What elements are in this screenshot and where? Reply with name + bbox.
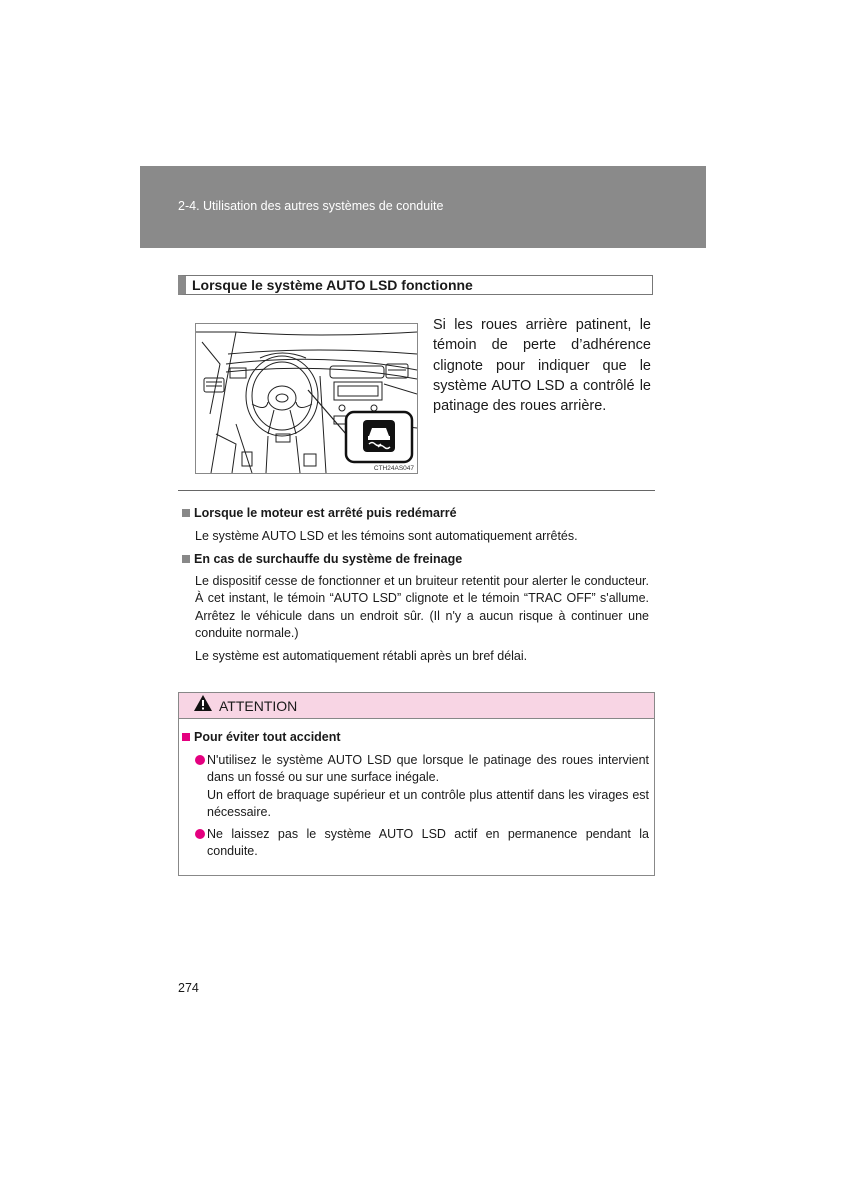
note-title: En cas de surchauffe du système de freinage bbox=[194, 552, 463, 566]
warning-triangle-icon bbox=[193, 694, 213, 717]
square-bullet-icon bbox=[182, 509, 190, 517]
page-number: 274 bbox=[178, 981, 199, 995]
bullet-line: Un effort de braquage supérieur et un contrôle plus attentif dans les virages est nécessaire. bbox=[207, 787, 649, 820]
note-paragraph: Le dispositif cesse de fonctionner et un bruiteur retentit pour alerter le conducteur. À cet instant, le témoin “AUTO LSD” clignote et le témoin “TRAC OFF” s'allume. Arrêtez le véhicule dans un endroit sûr. (Il n'y a aucun risque à continuer une conduite normale.) bbox=[195, 574, 649, 641]
square-bullet-icon bbox=[182, 733, 190, 741]
warning-bullet bbox=[195, 752, 649, 822]
note-paragraph: Le système est automatiquement rétabli après un bref délai. bbox=[195, 649, 528, 663]
warning-subtitle: Pour éviter tout accident bbox=[194, 730, 341, 744]
bullet-line: N'utilisez le système AUTO LSD que lorsque le patinage des roues intervient dans un fossé ou sur une surface inégale. bbox=[207, 753, 649, 785]
square-bullet-icon bbox=[182, 555, 190, 563]
warning-subheading bbox=[182, 730, 341, 744]
note-title: Lorsque le moteur est arrêté puis redémarré bbox=[194, 506, 457, 520]
bullet-dot-icon bbox=[195, 829, 205, 839]
warning-bullet bbox=[195, 826, 649, 861]
section-title: Lorsque le système AUTO LSD fonctionne bbox=[192, 277, 473, 293]
note-paragraph: Le système AUTO LSD et les témoins sont automatiquement arrêtés. bbox=[195, 529, 578, 543]
chapter-title: 2-4. Utilisation des autres systèmes de conduite bbox=[178, 199, 444, 213]
warning-header bbox=[179, 693, 654, 719]
warning-box bbox=[178, 692, 655, 876]
chapter-header-band bbox=[140, 166, 706, 248]
section-heading bbox=[178, 275, 653, 295]
note-heading-overheat bbox=[182, 552, 462, 566]
bullet-line: Ne laissez pas le système AUTO LSD actif en permanence pendant la conduite. bbox=[207, 827, 649, 859]
dashboard-drawing bbox=[196, 324, 417, 473]
warning-title: ATTENTION bbox=[219, 697, 298, 714]
intro-paragraph: Si les roues arrière patinent, le témoin de perte d’adhérence clignote pour indiquer que le système AUTO LSD a contrôlé le patinage des roues arrière. bbox=[433, 317, 651, 415]
note-heading-restart bbox=[182, 506, 457, 520]
section-divider bbox=[178, 490, 655, 491]
slip-indicator-icon bbox=[363, 420, 395, 452]
bullet-dot-icon bbox=[195, 755, 205, 765]
dashboard-illustration bbox=[195, 323, 418, 474]
figure-code: CTH24AS047 bbox=[373, 465, 414, 472]
